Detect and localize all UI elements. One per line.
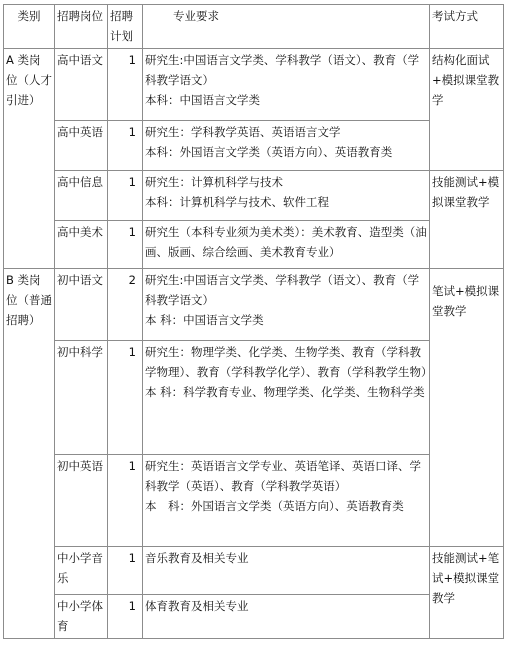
- requirement-line: 本 科：科学教育专业、物理学类、化学类、生物科学类: [145, 385, 425, 399]
- position-cell: 初中科学: [55, 341, 108, 455]
- recruitment-table: [3, 4, 504, 639]
- header-exam: 考试方式: [430, 5, 504, 49]
- position-cell: 高中美术: [55, 221, 108, 269]
- position-cell: 高中英语: [55, 121, 108, 171]
- table-row: [4, 269, 504, 341]
- plan-cell: 1: [108, 171, 143, 221]
- header-plan: 招聘计划: [108, 5, 143, 49]
- table-row: [4, 49, 504, 121]
- category-cell-a: A 类岗位（人才引进）: [4, 49, 55, 269]
- recruitment-table-container: [3, 4, 503, 639]
- position-cell: 初中语文: [55, 269, 108, 341]
- table-row: [4, 121, 504, 171]
- requirement-line: 研究生:中国语言文学类、学科教学（语文）、教育（学科教学语文）: [145, 53, 420, 87]
- requirement-cell: [143, 49, 430, 121]
- requirement-line: 体育教育及相关专业: [145, 599, 249, 613]
- requirement-line: 本 科：外国语言文学类（英语方向）、英语教育类: [145, 499, 404, 513]
- requirement-cell: [143, 455, 430, 547]
- position-cell: 初中英语: [55, 455, 108, 547]
- table-row: [4, 171, 504, 221]
- header-position: 招聘岗位: [55, 5, 108, 49]
- plan-cell: 1: [108, 341, 143, 455]
- category-cell-b: B 类岗位（普通招聘）: [4, 269, 55, 639]
- requirement-line: 本科：计算机科学与技术、软件工程: [145, 195, 329, 209]
- table-row: [4, 595, 504, 639]
- requirement-line: 音乐教育及相关专业: [145, 551, 249, 565]
- plan-cell: 1: [108, 121, 143, 171]
- plan-cell: 1: [108, 221, 143, 269]
- plan-cell: 1: [108, 49, 143, 121]
- requirement-cell: [143, 595, 430, 639]
- requirement-line: 研究生：计算机科学与技术: [145, 175, 283, 189]
- position-cell: 中小学体育: [55, 595, 108, 639]
- requirement-line: 研究生：英语语言文学专业、英语笔译、英语口译、学科教学（英语）、教育（学科教学英语）: [145, 459, 421, 493]
- requirement-cell: [143, 341, 433, 455]
- requirement-line: 研究生：物理学类、化学类、生物学类、教育（学科教学物理）、教育（学科教学化学）、教育（学科教学生物）: [145, 345, 433, 379]
- plan-cell: 1: [108, 595, 143, 639]
- requirement-line: 本科：外国语言文学类（英语方向）、英语教育类: [145, 145, 393, 159]
- requirement-cell: [143, 221, 430, 269]
- requirement-cell: [143, 269, 430, 341]
- plan-cell: 2: [108, 269, 143, 341]
- requirement-line: 本科：中国语言文学类: [145, 93, 260, 107]
- plan-cell: 1: [108, 547, 143, 595]
- exam-cell: 技能测试+笔试+模拟课堂教学: [430, 547, 504, 639]
- header-requirement: 专业要求: [143, 5, 430, 49]
- table-row: [4, 455, 504, 547]
- table-row: [4, 221, 504, 269]
- position-cell: 高中信息: [55, 171, 108, 221]
- requirement-cell: [143, 547, 430, 595]
- plan-cell: 1: [108, 455, 143, 547]
- requirement-cell: [143, 171, 430, 221]
- table-row: [4, 547, 504, 595]
- requirement-line: 研究生:中国语言文学类、学科教学（语文）、教育（学科教学语文）: [145, 273, 420, 307]
- exam-cell: 技能测试+模拟课堂教学: [430, 171, 504, 269]
- exam-cell: 笔试+模拟课堂教学: [430, 269, 504, 547]
- requirement-line: 研究生（本科专业须为美术类）：美术教育、造型类（油画、版画、综合绘画、美术教育专业）: [145, 225, 427, 259]
- requirement-line: 研究生：学科教学英语、英语语言文学: [145, 125, 341, 139]
- exam-cell: 结构化面试+模拟课堂教学: [430, 49, 504, 171]
- header-row: [4, 5, 504, 49]
- requirement-cell: [143, 121, 430, 171]
- position-cell: 高中语文: [55, 49, 108, 121]
- header-category: 类别: [4, 5, 55, 49]
- position-cell: 中小学音乐: [55, 547, 108, 595]
- table-row: [4, 341, 504, 455]
- requirement-line: 本 科：中国语言文学类: [145, 313, 264, 327]
